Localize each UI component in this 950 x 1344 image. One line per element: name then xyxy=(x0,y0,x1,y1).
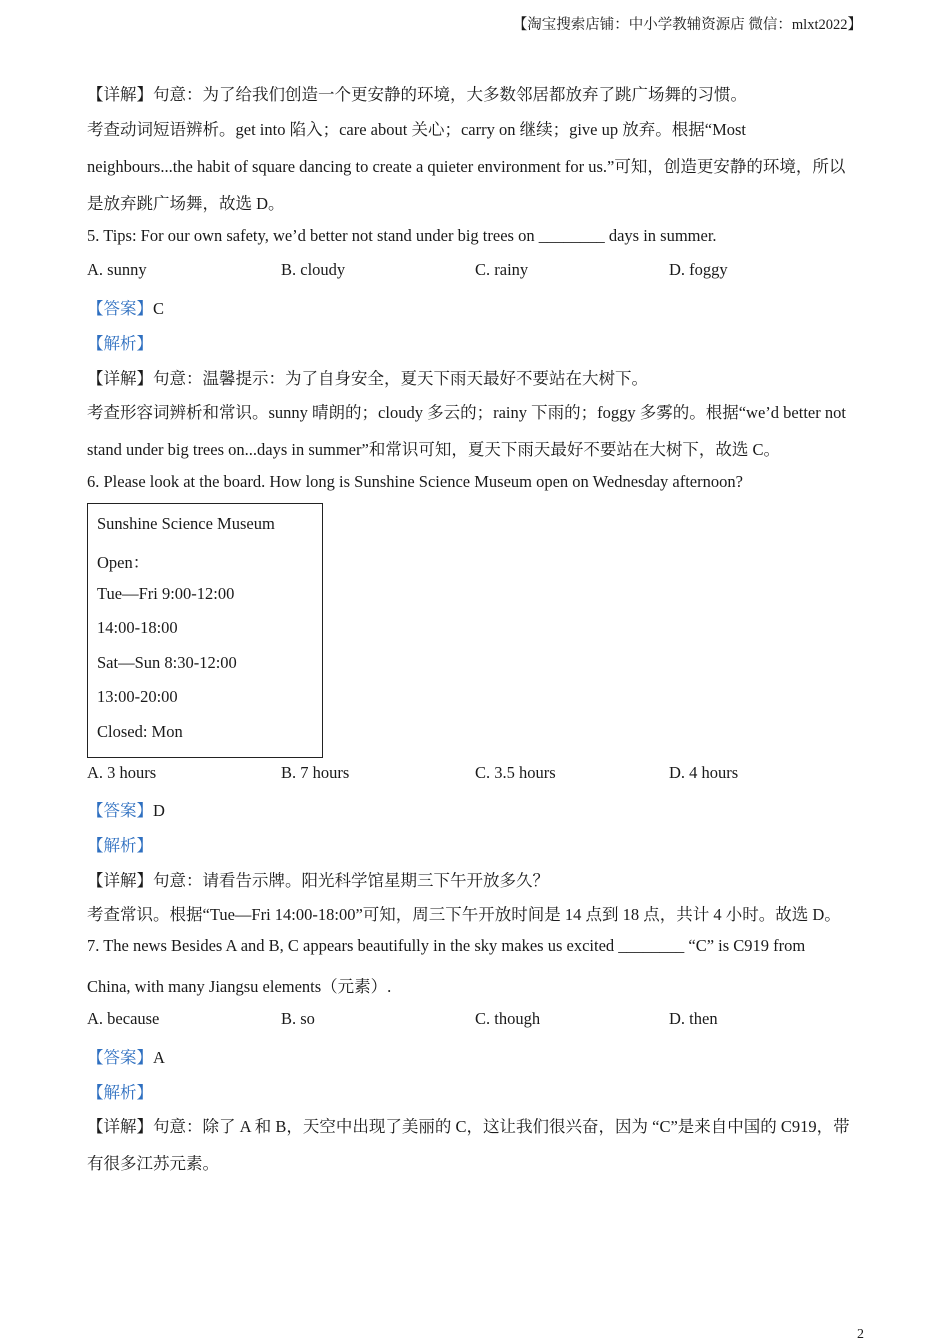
q7-detail: 【详解】句意：除了 A 和 B，天空中出现了美丽的 C，这让我们很兴奋，因为 “C”是来自中国的 C919，带 xyxy=(87,1117,850,1136)
detail-label: 【详解】 xyxy=(87,1117,153,1136)
q6-detail: 【详解】句意：请看告示牌。阳光科学馆星期三下午开放多久？ xyxy=(87,871,549,890)
page-header: 【淘宝搜索店铺：中小学教辅资源店 微信：mlxt2022】 xyxy=(512,17,862,33)
board-line: Closed: Mon xyxy=(97,722,183,741)
q5-explanation-line: 考查形容词辨析和常识。sunny 晴朗的；cloudy 多云的；rainy 下雨的；foggy 多雾的。根据“we’d better not xyxy=(87,403,846,422)
q7-question-line: 7. The news Besides A and B, C appears beautifully in the sky makes us excited ________ “C” is C919 from xyxy=(87,936,806,955)
q5-answer: 【答案】C xyxy=(87,299,165,318)
q6-option-b: B. 7 hours xyxy=(281,763,350,782)
q4-explanation-line: 是放弃跳广场舞，故选 D。 xyxy=(87,194,285,213)
q6-question: 6. Please look at the board. How long is Sunshine Science Museum open on Wednesday afternoon? xyxy=(87,472,743,491)
board-line: 13:00-20:00 xyxy=(97,687,178,706)
board-line: 14:00-18:00 xyxy=(97,618,178,637)
board-line: Tue—Fri 9:00-12:00 xyxy=(97,584,235,603)
q7-question-line: China, with many Jiangsu elements（元素）. xyxy=(87,977,392,996)
q5-option-a: A. sunny xyxy=(87,260,147,279)
board-line: Open： xyxy=(97,553,150,572)
q5-question: 5. Tips: For our own safety, we’d better not stand under big trees on ________ days in summer. xyxy=(87,226,717,245)
q7-option-c: C. though xyxy=(475,1009,541,1028)
detail-label: 【详解】 xyxy=(87,871,153,890)
q7-analysis-label: 【解析】 xyxy=(87,1083,153,1102)
q6-answer: 【答案】D xyxy=(87,801,165,820)
museum-board xyxy=(87,503,323,758)
q6-explanation-line: 考查常识。根据“Tue—Fri 14:00-18:00”可知，周三下午开放时间是 14 点到 18 点，共计 4 小时。故选 D。 xyxy=(87,905,841,924)
q5-explanation-line: stand under big trees on...days in summer”和常识可知，夏天下雨天最好不要站在大树下，故选 C。 xyxy=(87,440,780,459)
q5-option-d: D. foggy xyxy=(669,260,728,279)
answer-label: 【答案】 xyxy=(87,299,153,318)
q7-option-b: B. so xyxy=(281,1009,315,1028)
q4-detail: 【详解】句意：为了给我们创造一个更安静的环境，大多数邻居都放弃了跳广场舞的习惯。 xyxy=(87,85,747,104)
q5-option-b: B. cloudy xyxy=(281,260,346,279)
q5-option-c: C. rainy xyxy=(475,260,529,279)
detail-label: 【详解】 xyxy=(87,369,153,388)
q5-detail: 【详解】句意：温馨提示：为了自身安全，夏天下雨天最好不要站在大树下。 xyxy=(87,369,648,388)
q6-option-a: A. 3 hours xyxy=(87,763,157,782)
q7-explanation-line: 有很多江苏元素。 xyxy=(87,1154,219,1173)
answer-label: 【答案】 xyxy=(87,1048,153,1067)
page-number: 2 xyxy=(857,1327,864,1342)
q7-option-d: D. then xyxy=(669,1009,718,1028)
q6-option-c: C. 3.5 hours xyxy=(475,763,556,782)
board-line: Sat—Sun 8:30-12:00 xyxy=(97,653,237,672)
q6-analysis-label: 【解析】 xyxy=(87,836,153,855)
q7-option-a: A. because xyxy=(87,1009,160,1028)
q4-explanation-line: neighbours...the habit of square dancing to create a quieter environment for us.”可知，创造更安静的环境，所以 xyxy=(87,157,846,176)
q4-explanation-line: 考查动词短语辨析。get into 陷入；care about 关心；carry on 继续；give up 放弃。根据“Most xyxy=(87,120,746,139)
detail-label: 【详解】 xyxy=(87,85,153,104)
q6-option-d: D. 4 hours xyxy=(669,763,739,782)
q5-analysis-label: 【解析】 xyxy=(87,334,153,353)
answer-label: 【答案】 xyxy=(87,801,153,820)
board-line: Sunshine Science Museum xyxy=(97,514,275,533)
q7-answer: 【答案】A xyxy=(87,1048,165,1067)
